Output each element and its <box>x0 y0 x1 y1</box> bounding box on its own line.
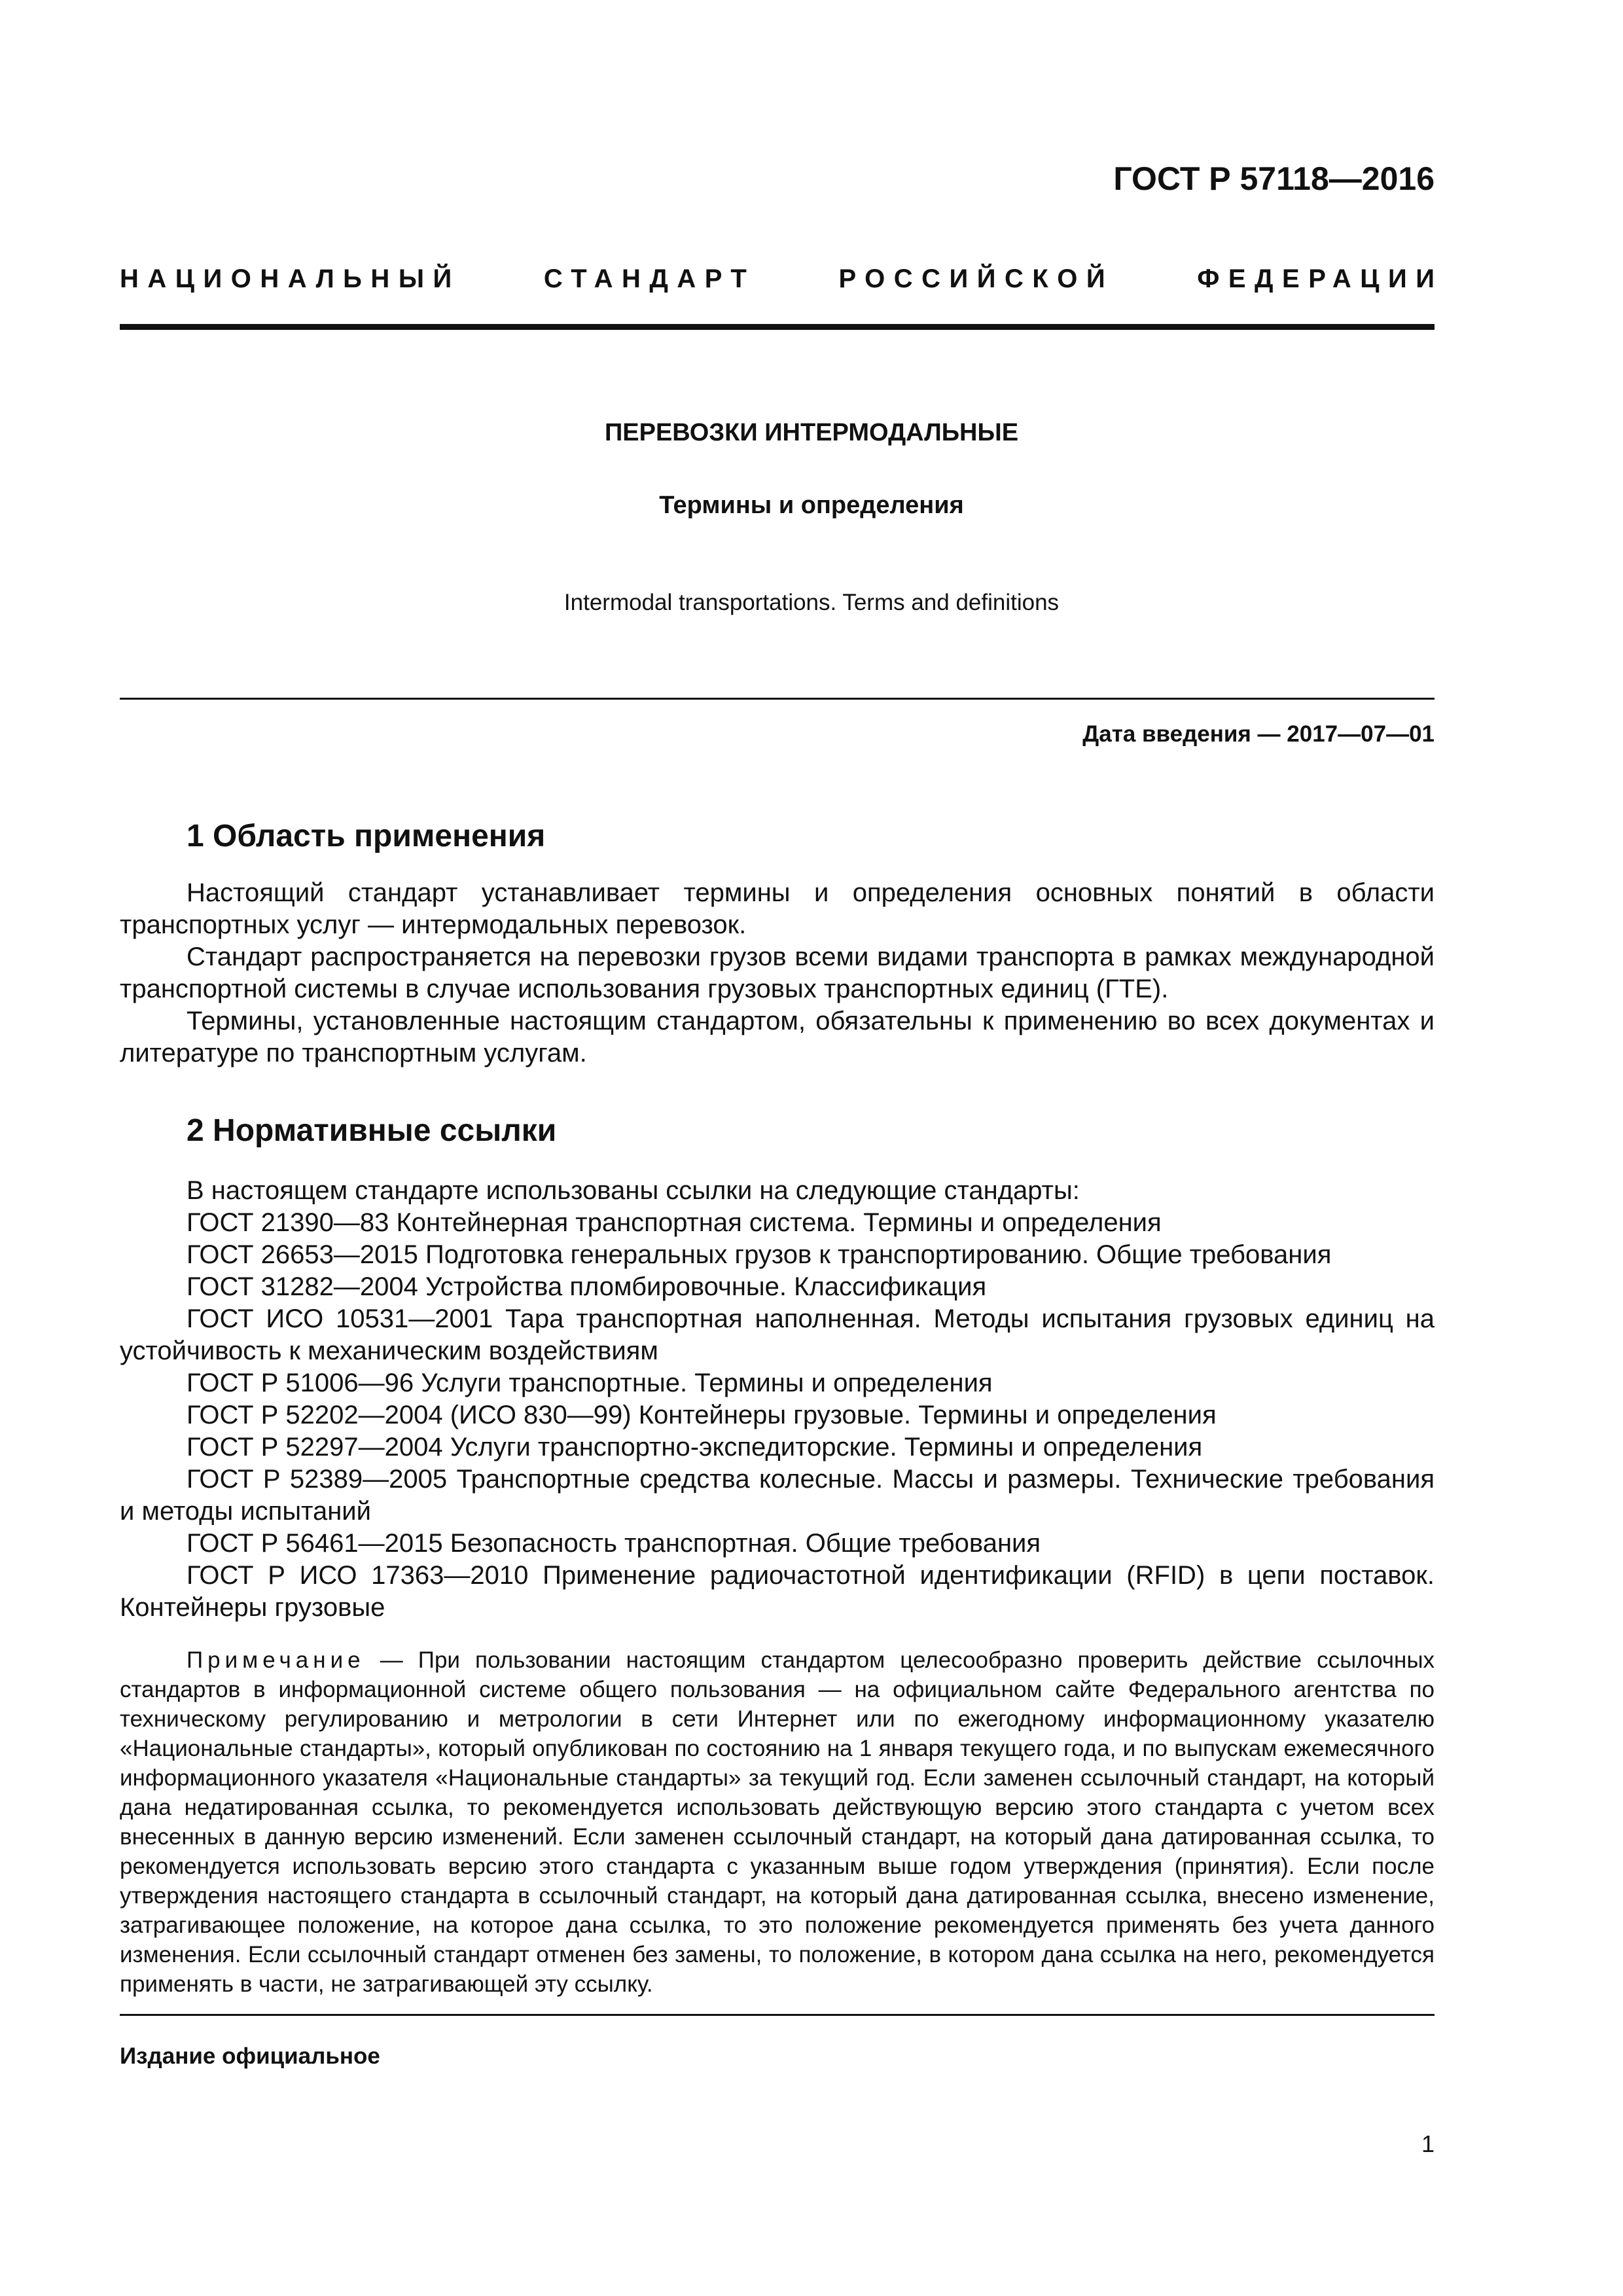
reference-item: ГОСТ 26653—2015 Подготовка генеральных грузов к транспортированию. Общие требования <box>187 1240 1332 1269</box>
page-number: 1 <box>1421 2130 1435 2157</box>
banner-word: НАЦИОНАЛЬНЫЙ <box>120 264 461 293</box>
paragraph: Термины, установленные настоящим стандартом, обязательны к применению во всех документах и литературе по транспортным услугам. <box>120 1007 1435 1067</box>
reference-item: ГОСТ 31282—2004 Устройства пломбировочные. Классификация <box>187 1272 987 1301</box>
reference-item: ГОСТ Р 52389—2005 Транспортные средства колесные. Массы и размеры. Технические требования и методы испытаний <box>120 1465 1435 1526</box>
title-rule <box>120 698 1435 700</box>
reference-item: ГОСТ Р 52297—2004 Услуги транспортно-экспедиторские. Термины и определения <box>187 1433 1203 1462</box>
document-subtitle: Термины и определения <box>659 492 964 519</box>
banner-word: ФЕДЕРАЦИИ <box>1197 264 1444 293</box>
reference-item: ГОСТ ИСО 10531—2001 Тара транспортная наполненная. Методы испытания грузовых единиц на устойчивость к механическим воздействиям <box>120 1304 1435 1365</box>
banner-word: СТАНДАРТ <box>543 264 756 293</box>
reference-item: ГОСТ 21390—83 Контейнерная транспортная система. Термины и определения <box>187 1208 1162 1237</box>
note-label: Примечание <box>187 1647 365 1673</box>
official-edition-label: Издание официальное <box>120 2043 380 2069</box>
section-2-heading: 2 Нормативные ссылки <box>187 1113 557 1148</box>
section-2-references <box>120 1175 1435 1624</box>
english-title: Intermodal transportations. Terms and definitions <box>563 590 1060 615</box>
paragraph: Стандарт распространяется на перевозки грузов всеми видами транспорта в рамках международной транспортной системы в случае использования грузовых транспортных единиц (ГТЕ). <box>120 942 1435 1003</box>
references-note <box>120 1645 1435 1999</box>
section-1-body <box>120 877 1435 1069</box>
reference-item: ГОСТ Р 51006—96 Услуги транспортные. Термины и определения <box>187 1369 993 1397</box>
reference-item: ГОСТ Р 56461—2015 Безопасность транспортная. Общие требования <box>187 1529 1041 1558</box>
reference-item: ГОСТ Р 52202—2004 (ИСО 830—99) Контейнеры грузовые. Термины и определения <box>187 1401 1217 1429</box>
section-1-heading: 1 Область применения <box>187 819 546 853</box>
references-intro: В настоящем стандарте использованы ссылки на следующие стандарты: <box>187 1176 1080 1205</box>
note-paragraph <box>120 1645 1435 1999</box>
banner-word: РОССИЙСКОЙ <box>838 264 1115 293</box>
introduction-date: Дата введения — 2017—07—01 <box>1082 721 1435 747</box>
document-code: ГОСТ Р 57118—2016 <box>1113 160 1435 197</box>
reference-item: ГОСТ Р ИСО 17363—2010 Применение радиочастотной идентификации (RFID) в цепи поставок. Контейнеры грузовые <box>120 1561 1435 1622</box>
note-text: — При пользовании настоящим стандартом целесообразно проверить действие ссылочных стандартов в информационной системе общего пользования — на официальном сайте Федерального агентства по техническому регулированию и метрологии в сети Интернет или по ежегодному информационному указателю «Национальные стандарты», который опубликован по состоянию на 1 января текущего года, и по выпускам ежемесячного информационного указателя «Национальные стандарты» за текущий год. Если заменен ссылочный стандарт, на который дана недатированная ссылка, то рекомендуется использовать действующую версию этого стандарта с учетом всех внесенных в данную версию изменений. Если заменен ссылочный стандарт, на который дана датированная ссылка, то рекомендуется использовать версию этого стандарта с указанным выше годом утверждения (принятия). Если после утверждения настоящего стандарта в ссылочный стандарт, на который дана датированная ссылка, внесено изменение, затрагивающее положение, на которое дана ссылка, то это положение рекомендуется применять без учета данного изменения. Если ссылочный стандарт отменен без замены, то положение, в котором дана ссылка на него, рекомендуется применять в части, не затрагивающей эту ссылку. <box>120 1647 1435 1997</box>
paragraph: Настоящий стандарт устанавливает термины и определения основных понятий в области транспортных услуг — интермодальных перевозок. <box>120 878 1435 939</box>
document-title: ПЕРЕВОЗКИ ИНТЕРМОДАЛЬНЫЕ <box>604 419 1019 446</box>
national-standard-banner <box>120 264 1444 294</box>
header-rule <box>120 324 1435 330</box>
footer-rule <box>120 2014 1435 2016</box>
